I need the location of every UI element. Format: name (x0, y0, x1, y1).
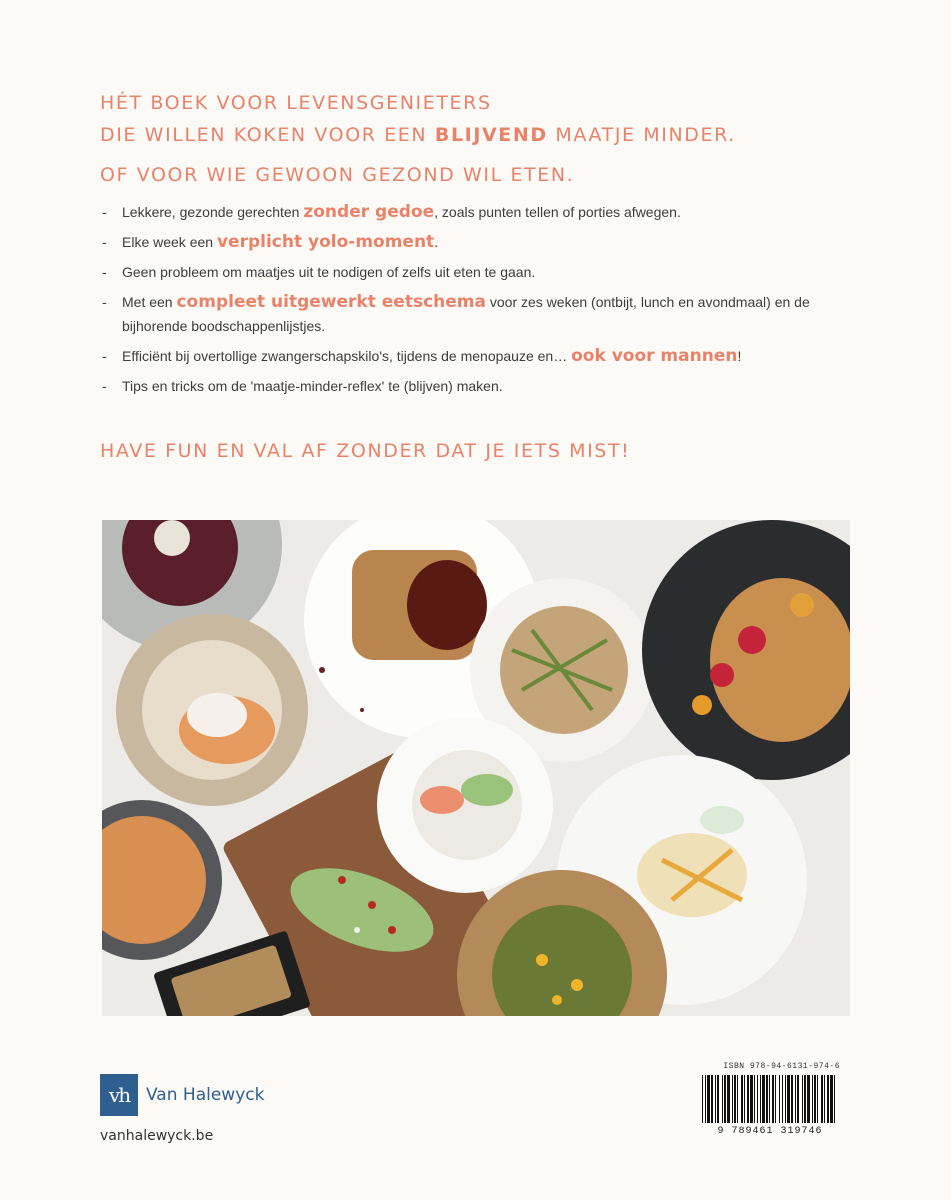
isbn-block (700, 1062, 840, 1137)
food-illustration (102, 520, 850, 1016)
closing-heading: HAVE FUN EN VAL AF ZONDER DAT JE IETS MIST! (100, 440, 631, 462)
publisher-name: Van Halewyck (146, 1085, 265, 1105)
publisher-logo-mark: vh (100, 1074, 138, 1116)
list-item-highlight: zonder gedoe (303, 202, 435, 222)
list-item-text: Met een (122, 294, 177, 310)
publisher-website: vanhalewyck.be (100, 1128, 214, 1144)
list-item (100, 374, 860, 398)
list-item-highlight: ook voor mannen (571, 346, 738, 366)
heading-line-3: OF VOOR WIE GEWOON GEZOND WIL ETEN. (100, 164, 575, 186)
food-photo (102, 520, 850, 1016)
barcode (700, 1075, 840, 1125)
list-item-text: Geen probleem om maatjes uit te nodigen of zelfs uit eten te gaan. (122, 264, 536, 280)
list-item (100, 290, 860, 338)
list-item-text: . (434, 234, 439, 250)
heading-line-1: HÉT BOEK VOOR LEVENSGENIETERS (100, 92, 492, 114)
publisher-logo (100, 1074, 264, 1116)
list-item-text: voor zes weken (ontbijt, lunch en avondmaal) en de bijhorende boodschappenlijstjes. (122, 294, 810, 334)
list-item (100, 200, 860, 224)
list-item-highlight: verplicht yolo-moment (216, 232, 435, 252)
list-item (100, 230, 860, 254)
list-item-text: Efficiënt bij overtollige zwangerschapskilo's, tijdens de menopauze en… (122, 348, 572, 364)
heading-line-2-start: DIE WILLEN KOKEN VOOR EEN (100, 124, 435, 146)
heading-line-2 (100, 124, 736, 146)
list-item (100, 260, 860, 284)
list-item-text: Lekkere, gezonde gerechten (122, 204, 304, 220)
list-item (100, 344, 860, 368)
list-item-text: ! (737, 348, 742, 364)
list-item-highlight: compleet uitgewerkt eetschema (176, 292, 486, 312)
heading-line-2-end: MAATJE MINDER. (547, 124, 736, 146)
isbn-label: ISBN 978-94-6131-974-6 (723, 1062, 840, 1071)
list-item-text: Elke week een (122, 234, 217, 250)
feature-list (100, 200, 860, 404)
list-item-text: , zoals punten tellen of porties afwegen. (434, 204, 681, 220)
isbn-digits: 9 789461 319746 (717, 1126, 823, 1137)
heading-line-2-bold: BLIJVEND (434, 124, 548, 146)
list-item-text: Tips en tricks om de 'maatje-minder-reflex' te (blijven) maken. (122, 378, 503, 394)
